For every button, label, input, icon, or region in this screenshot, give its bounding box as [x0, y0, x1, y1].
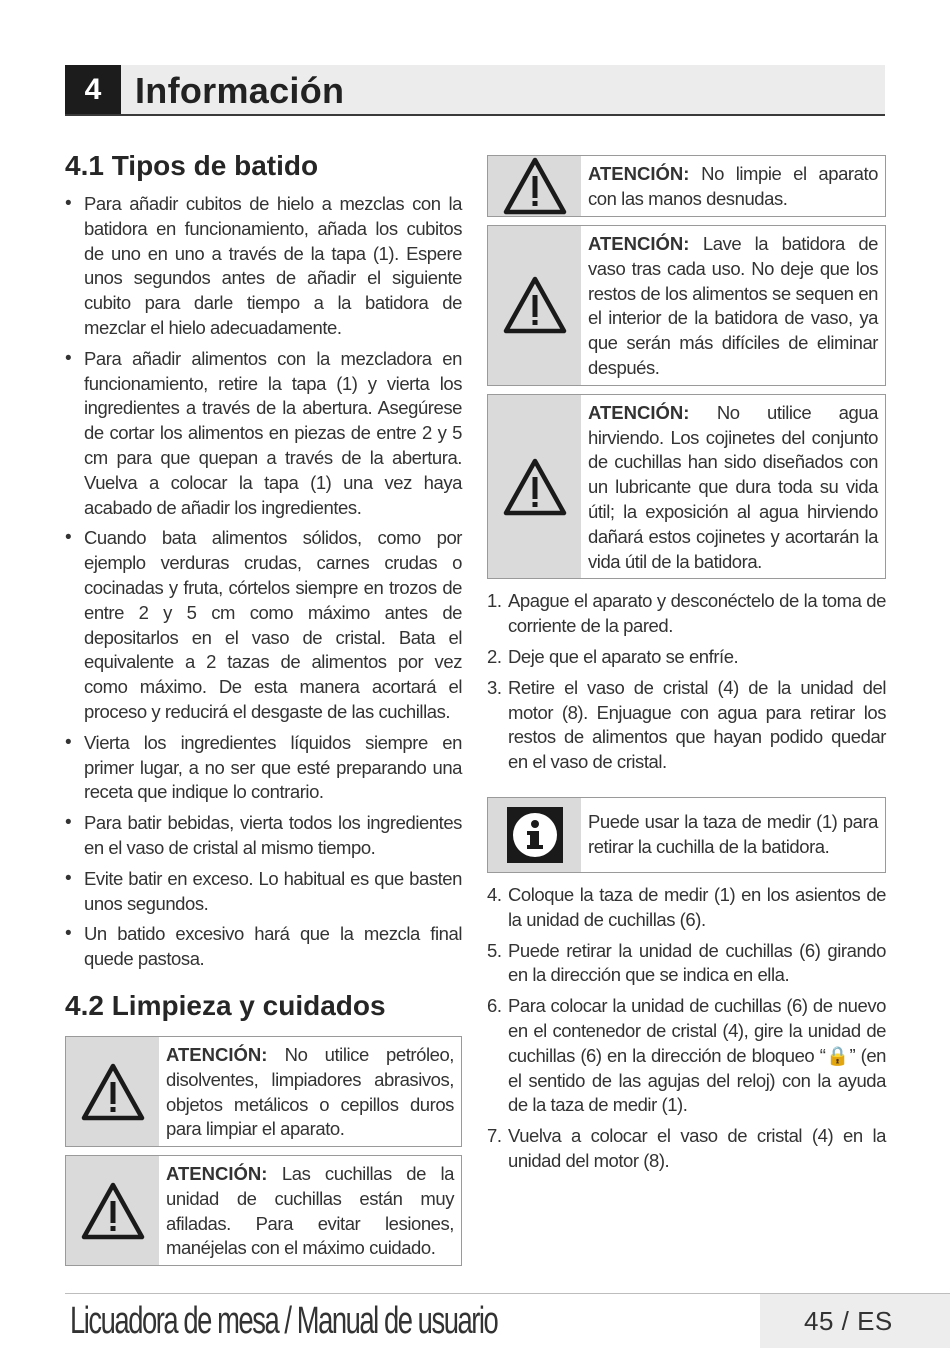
footer-manual-title: Licuadora de mesa / Manual de usuario [70, 1300, 498, 1342]
step-number: 4. [487, 883, 502, 905]
list-item: • Para batir bebidas, vierta todos los ingredientes en el vaso de cristal al mismo tiempo. [65, 811, 462, 861]
left-column [65, 148, 462, 1266]
list-item [487, 676, 886, 775]
warning-box [65, 1155, 462, 1266]
footer-page-box [760, 1294, 950, 1348]
step-text: Retire el vaso de cristal (4) de la unidad del motor (8). Enjuague con agua para retirar los restos de alimentos que hayan podido quedar en el vaso de cristal. [508, 676, 886, 773]
step-text: Vuelva a colocar el vaso de cristal (4) en la unidad del motor (8). [508, 1125, 886, 1171]
warning-text: Lave la batidora de vaso tras cada uso. No deje que los restos de los alimentos se sequen en el interior de la batidora de vaso, ya que serán más difíciles de eliminar después. [588, 233, 878, 378]
right-column [487, 155, 886, 1180]
warning-triangle-icon [66, 1037, 159, 1146]
warning-label: ATENCIÓN: [588, 233, 690, 254]
step-number: 5. [487, 939, 502, 961]
warning-triangle-icon [66, 1156, 159, 1265]
chapter-number: 4 [65, 65, 121, 114]
step-text: Apague el aparato y desconéctelo de la toma de corriente de la pared. [508, 590, 886, 637]
step-text: Coloque la taza de medir (1) en los asientos de la unidad de cuchillas (6). [508, 883, 886, 930]
list-item [487, 939, 886, 989]
warning-label: ATENCIÓN: [588, 401, 690, 423]
list-item: • Un batido excesivo hará que la mezcla final quede pastosa. [65, 922, 462, 972]
warning-triangle-icon [488, 156, 581, 216]
list-item [487, 883, 886, 933]
list-item: • Para añadir alimentos con la mezcladora en funcionamiento, retire la tapa (1) y vierta los ingredientes a través de la abertura. Asegúrese de cortar los alimentos en piezas de entre 2 y 5 cm para que quepan a través de la abertura. Vuelva a colocar la tapa (1) una vez haya acabado de añadir los ingredientes. [65, 347, 462, 521]
list-item: • Cuando bata alimentos sólidos, como por ejemplo verduras crudas, carnes crudas o cocinadas y fruta, córtelos siempre en trozos de entre 2 y 5 cm como máximo antes de depositarlos en el vaso de cristal. Bata el equivalente a 2 tazas de alimentos por vez como máximo. De esta manera acortará el proceso y reducirá el desgaste de las cuchillas. [65, 526, 462, 724]
warning-triangle-icon [488, 226, 581, 385]
warning-box [65, 1036, 462, 1147]
warning-text: No utilice petróleo, disolventes, limpiadores abrasivos, objetos metálicos o cepillos duros para limpiar el aparato. [166, 1043, 454, 1140]
list-item [487, 1124, 886, 1174]
warning-label: ATENCIÓN: [166, 1043, 268, 1065]
blade-steps-list [487, 883, 886, 1174]
list-item: • Para añadir cubitos de hielo a mezclas con la batidora en funcionamiento, añada los cubitos de uno en uno a través de la tapa (1). Espere unos segundos antes de añadir el siguiente cubito para darle tiempo a la batidora de mezclar el hielo adecuadamente. [65, 192, 462, 341]
warning-triangle-icon [488, 395, 581, 579]
warning-text: No utilice agua hirviendo. Los cojinetes del conjunto de cuchillas han sido diseñados con un lubricante que dura toda su vida útil; la exposición al agua hirviendo dañará estos cojinetes y acortarán la vida útil de la batidora. [588, 401, 878, 572]
chapter-title: Información [135, 70, 345, 111]
warning-box [487, 225, 886, 386]
step-number: 1. [487, 590, 502, 612]
section-heading-cleaning: 4.2 Limpieza y cuidados [65, 989, 386, 1021]
list-item: • Evite batir en exceso. Lo habitual es que basten unos segundos. [65, 867, 462, 917]
mixing-tips-list [65, 192, 462, 972]
step-number: 2. [487, 645, 502, 667]
step-number: 7. [487, 1125, 502, 1147]
warning-text: No limpie el aparato con las manos desnudas. [588, 163, 878, 209]
warning-box [487, 394, 886, 580]
section-heading-mixing-types: 4.1 Tipos de batido [65, 150, 319, 181]
list-item [487, 994, 886, 1118]
step-number: 3. [487, 676, 502, 698]
info-box [487, 797, 886, 873]
warning-label: ATENCIÓN: [588, 163, 690, 184]
info-icon [488, 798, 581, 872]
list-item: • Vierta los ingredientes líquidos siempre en primer lugar, a no ser que esté preparando una receta que indique lo contrario. [65, 731, 462, 805]
warning-label: ATENCIÓN: [166, 1163, 268, 1185]
step-number: 6. [487, 995, 502, 1017]
warning-box [487, 155, 886, 217]
chapter-header [65, 65, 885, 116]
list-item [487, 589, 886, 639]
list-item [487, 645, 886, 670]
page-number: 45 / ES [804, 1306, 893, 1336]
cleaning-steps-list [487, 589, 886, 775]
step-text: Puede retirar la unidad de cuchillas (6) girando en la dirección que se indica en ella. [508, 939, 886, 986]
warning-text: Las cuchillas de la unidad de cuchillas están muy afiladas. Para evitar lesiones, manéjelas con el máximo cuidado. [166, 1163, 454, 1259]
step-text: Deje que el aparato se enfríe. [508, 645, 739, 667]
step-text: Para colocar la unidad de cuchillas (6) de nuevo en el contenedor de cristal (4), gire la unidad de cuchillas (6) en la dirección de bloqueo “🔒” (en el sentido de las agujas del reloj) con la ayuda de la taza de medir (1). [508, 995, 886, 1116]
info-text: Puede usar la taza de medir (1) para retirar la cuchilla de la batidora. [588, 810, 878, 857]
